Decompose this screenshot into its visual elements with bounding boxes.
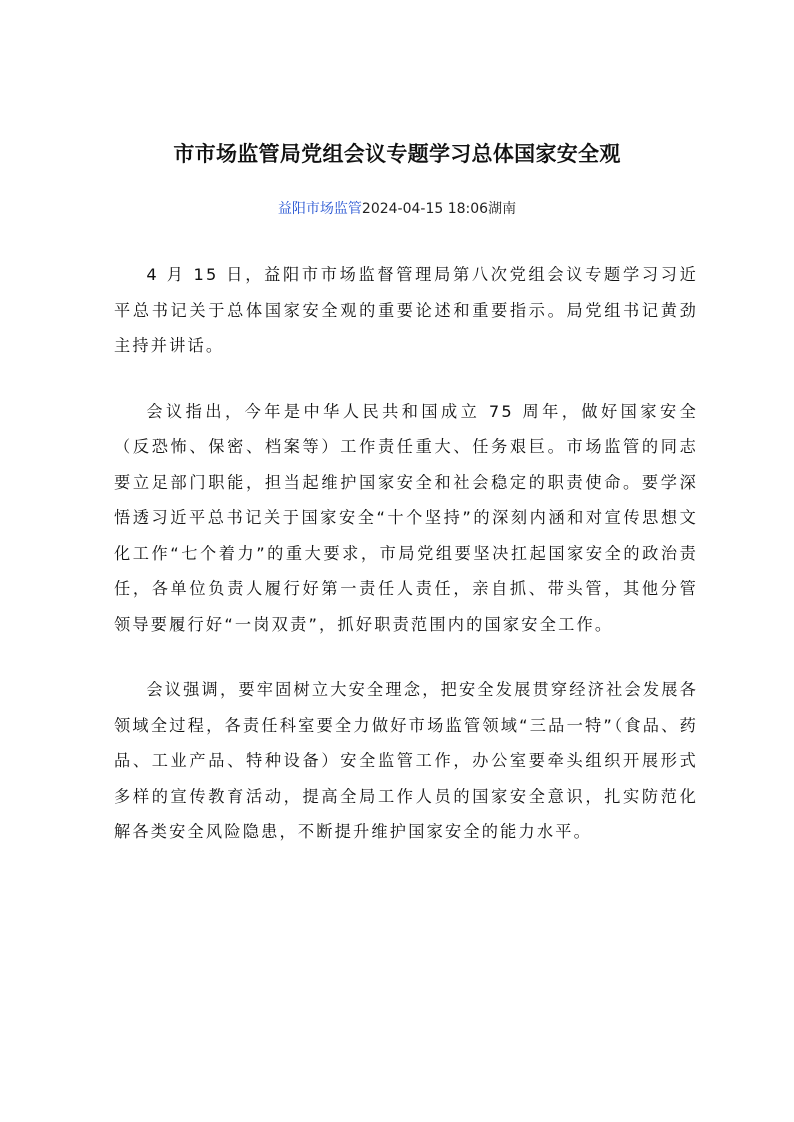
region-label: 湖南 bbox=[488, 201, 517, 217]
publish-datetime: 2024-04-15 18:06 bbox=[361, 201, 489, 217]
paragraph-3: 会议强调，要牢固树立大安全理念，把安全发展贯穿经济社会发展各领域全过程，各责任科室要全力做好市场监管领域“三品一特”（食品、药品、工业产品、特种设备）安全监管工作，办公室要牵头组织开展形式多样的宣传教育活动，提高全局工作人员的国家安全意识，扎实防范化解各类安全风险隐患，不断提升维护国家安全的能力水平。 bbox=[114, 680, 699, 841]
paragraph-1: 4 月 15 日，益阳市市场监督管理局第八次党组会议专题学习习近平总书记关于总体国家安全观的重要论述和重要指示。局党组书记黄劲主持并讲话。 bbox=[114, 265, 698, 355]
source-link[interactable]: 益阳市场监管 bbox=[277, 201, 362, 217]
article-title: 市市场监管局党组会议专题学习总体国家安全观 bbox=[173, 142, 621, 166]
article-meta bbox=[0, 199, 794, 219]
article-body bbox=[114, 257, 698, 880]
paragraph-2: 会议指出，今年是中华人民共和国成立 75 周年，做好国家安全（反恐怖、保密、档案等）工作责任重大、任务艰巨。市场监管的同志要立足部门职能，担当起维护国家安全和社会稳定的职责使命。要学深悟透习近平总书记关于国家安全“十个坚持”的深刻内涵和对宣传思想文化工作“七个着力”的重大要求，市局党组要坚决扛起国家安全的政治责任，各单位负责人履行好第一责任人责任，亲自抓、带头管，其他分管领导要履行好“一岗双责”，抓好职责范围内的国家安全工作。 bbox=[114, 401, 698, 634]
